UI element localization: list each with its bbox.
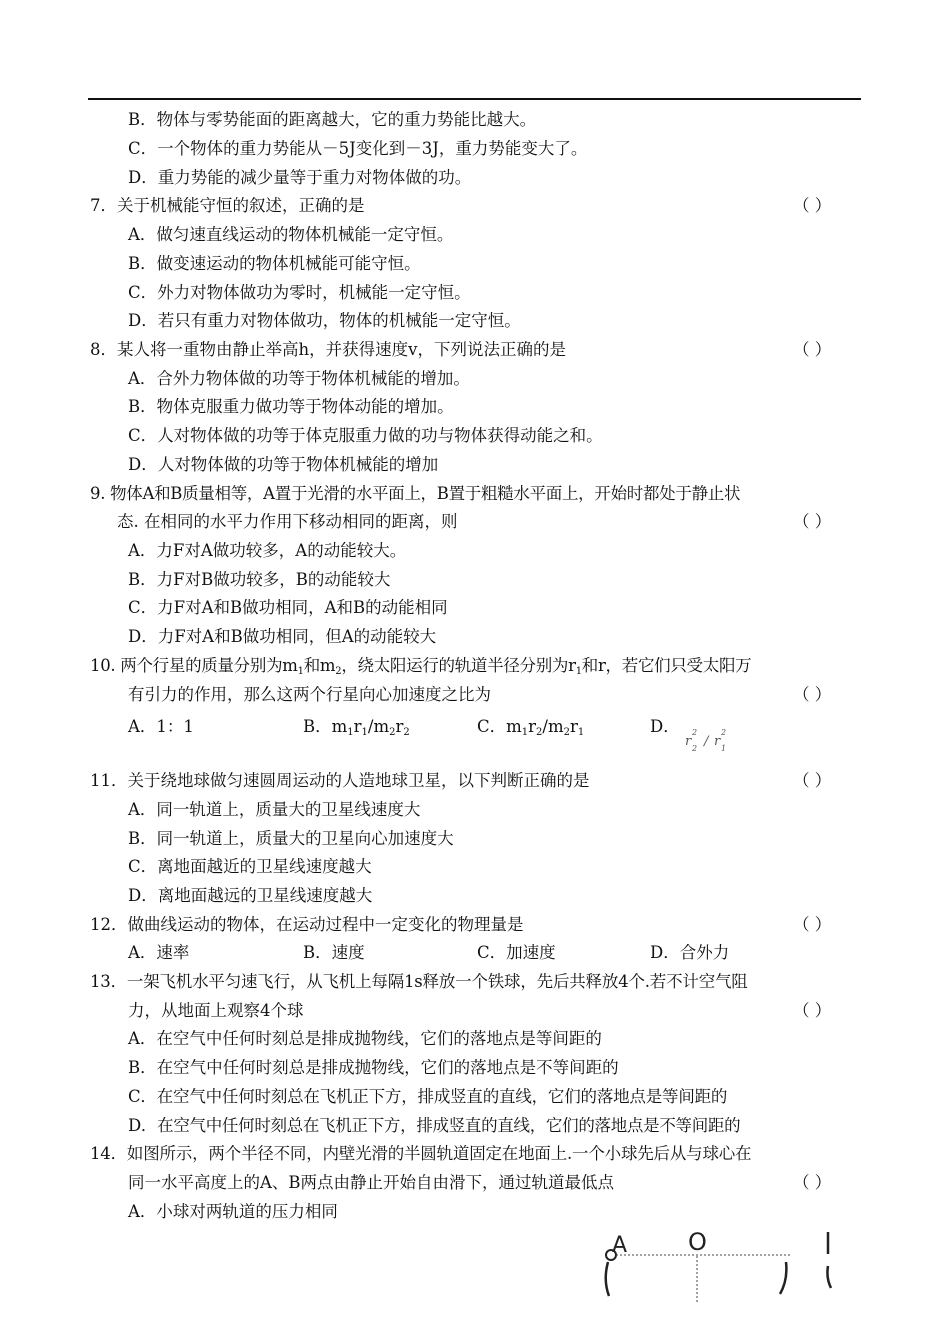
q11-option-a: A．同一轨道上，质量大的卫星线速度大 (128, 800, 421, 819)
q9-option-b: B．力F对B做功较多，B的动能较大 (128, 570, 391, 589)
svg-text:r: r (685, 734, 692, 749)
q10-option-d: D． (650, 717, 680, 736)
right-track-arc (780, 1262, 786, 1294)
center-o-label: O (688, 1228, 707, 1256)
q8-option-d: D．人对物体做的功等于物体机械能的增加 (128, 455, 439, 474)
q10-stem-line1: 10. 两个行星的质量分别为$m_1$和$m_2$，绕太阳运行的轨道半径分别为$r_1$和r，若它们只受太阳万 (90, 656, 752, 677)
q8-option-a: A．合外力物体做的功等于物体机械能的增加。 (128, 369, 470, 388)
q11-answer-blank: （ ） (793, 771, 832, 790)
q10-answer-blank: （ ） (793, 685, 832, 704)
q7-option-c: C．外力对物体做功为零时，机械能一定守恒。 (128, 283, 471, 302)
semicircle-track-figure (600, 1222, 840, 1302)
svg-text:2: 2 (721, 728, 727, 737)
point-a-label: A (612, 1233, 628, 1258)
q10-option-c: C．$m_1r_2/m_2r_1$ (477, 717, 585, 738)
q13-stem-line2: 力，从地面上观察4个球 (128, 1001, 304, 1020)
q7-option-d: D．若只有重力对物体做功，物体的机械能一定守恒。 (128, 311, 521, 330)
q10-option-a: A．1：1 (128, 717, 194, 736)
q14-option-a: A．小球对两轨道的压力相同 (128, 1202, 338, 1221)
q6-option-c: C．一个物体的重力势能从－5J变化到－3J，重力势能变大了。 (128, 139, 588, 158)
r2-squared-over-r1-squared-formula-image (684, 726, 734, 754)
q8-option-c: C．人对物体做的功等于体克服重力做的功与物体获得动能之和。 (128, 426, 603, 445)
q10-option-b: B．$m_1r_1/m_2r_2$ (303, 717, 410, 738)
q6-option-b: B．物体与零势能面的距离越大，它的重力势能比越大。 (128, 110, 537, 129)
svg-text:/: / (704, 734, 709, 749)
q12-option-b: B．速度 (303, 943, 365, 962)
q8-option-b: B．物体克服重力做功等于物体动能的增加。 (128, 397, 454, 416)
q8-answer-blank: （ ） (793, 340, 832, 359)
q13-option-d: D．在空气中任何时刻总在飞机正下方，排成竖直的直线，它们的落地点是不等间距的 (128, 1116, 741, 1135)
q9-option-a: A．力F对A做功较多，A的动能较大。 (128, 541, 407, 560)
q6-option-d: D．重力势能的减少量等于重力对物体做的功。 (128, 168, 472, 187)
q7-stem: 7．关于机械能守恒的叙述，正确的是 (90, 196, 365, 215)
svg-text:2: 2 (692, 744, 698, 753)
header-rule (88, 98, 861, 100)
svg-text:2: 2 (692, 728, 698, 737)
q7-answer-blank: （ ） (793, 196, 832, 215)
q13-option-a: A．在空气中任何时刻总是排成抛物线，它们的落地点是等间距的 (128, 1029, 602, 1048)
q9-option-d: D．力F对A和B做功相同，但A的动能较大 (128, 627, 437, 646)
q9-stem-line1: 9. 物体A和B质量相等，A置于光滑的水平面上，B置于粗糙水平面上，开始时都处于静止状 (90, 484, 741, 503)
q12-option-a: A．速率 (128, 943, 190, 962)
q12-option-d: D．合外力 (650, 943, 730, 962)
q13-answer-blank: （ ） (793, 1001, 832, 1020)
left-track-arc (606, 1262, 609, 1296)
q13-option-c: C．在空气中任何时刻总在飞机正下方，排成竖直的直线，它们的落地点是等间距的 (128, 1087, 728, 1106)
q9-stem-line2: 态. 在相同的水平力作用下移动相同的距离，则 (117, 512, 458, 531)
q11-option-b: B．同一轨道上，质量大的卫星向心加速度大 (128, 829, 454, 848)
q11-option-c: C．离地面越近的卫星线速度越大 (128, 857, 372, 876)
q12-stem: 12．做曲线运动的物体，在运动过程中一定变化的物理量是 (90, 915, 524, 934)
q10-stem-line2: 有引力的作用，那么这两个行星向心加速度之比为 (128, 685, 491, 704)
q12-option-c: C．加速度 (477, 943, 556, 962)
q14-stem-line1: 14．如图所示，两个半径不同，内壁光滑的半圆轨道固定在地面上.一个小球先后从与球心在 (90, 1144, 752, 1163)
q11-option-d: D．离地面越远的卫星线速度越大 (128, 886, 373, 905)
q11-stem: 11．关于绕地球做匀速圆周运动的人造地球卫星，以下判断正确的是 (90, 771, 590, 790)
q13-option-b: B．在空气中任何时刻总是排成抛物线，它们的落地点是不等间距的 (128, 1058, 619, 1077)
q8-stem: 8．某人将一重物由静止举高h，并获得速度v，下列说法正确的是 (90, 340, 566, 359)
q13-stem-line1: 13．一架飞机水平匀速飞行，从飞机上每隔1s释放一个铁球，先后共释放4个.若不计空气阻 (90, 972, 748, 991)
q7-option-a: A．做匀速直线运动的物体机械能一定守恒。 (128, 225, 454, 244)
q9-answer-blank: （ ） (793, 512, 832, 531)
q7-option-b: B．做变速运动的物体机械能可能守恒。 (128, 254, 421, 273)
svg-text:r: r (714, 734, 721, 749)
q14-stem-line2: 同一水平高度上的A、B两点由静止开始自由滑下，通过轨道最低点 (128, 1173, 615, 1192)
outer-track-edge (827, 1232, 831, 1288)
q9-option-c: C．力F对A和B做功相同，A和B的动能相同 (128, 598, 448, 617)
q14-answer-blank: （ ） (793, 1173, 832, 1192)
q12-answer-blank: （ ） (793, 915, 832, 934)
svg-text:1: 1 (721, 744, 727, 753)
